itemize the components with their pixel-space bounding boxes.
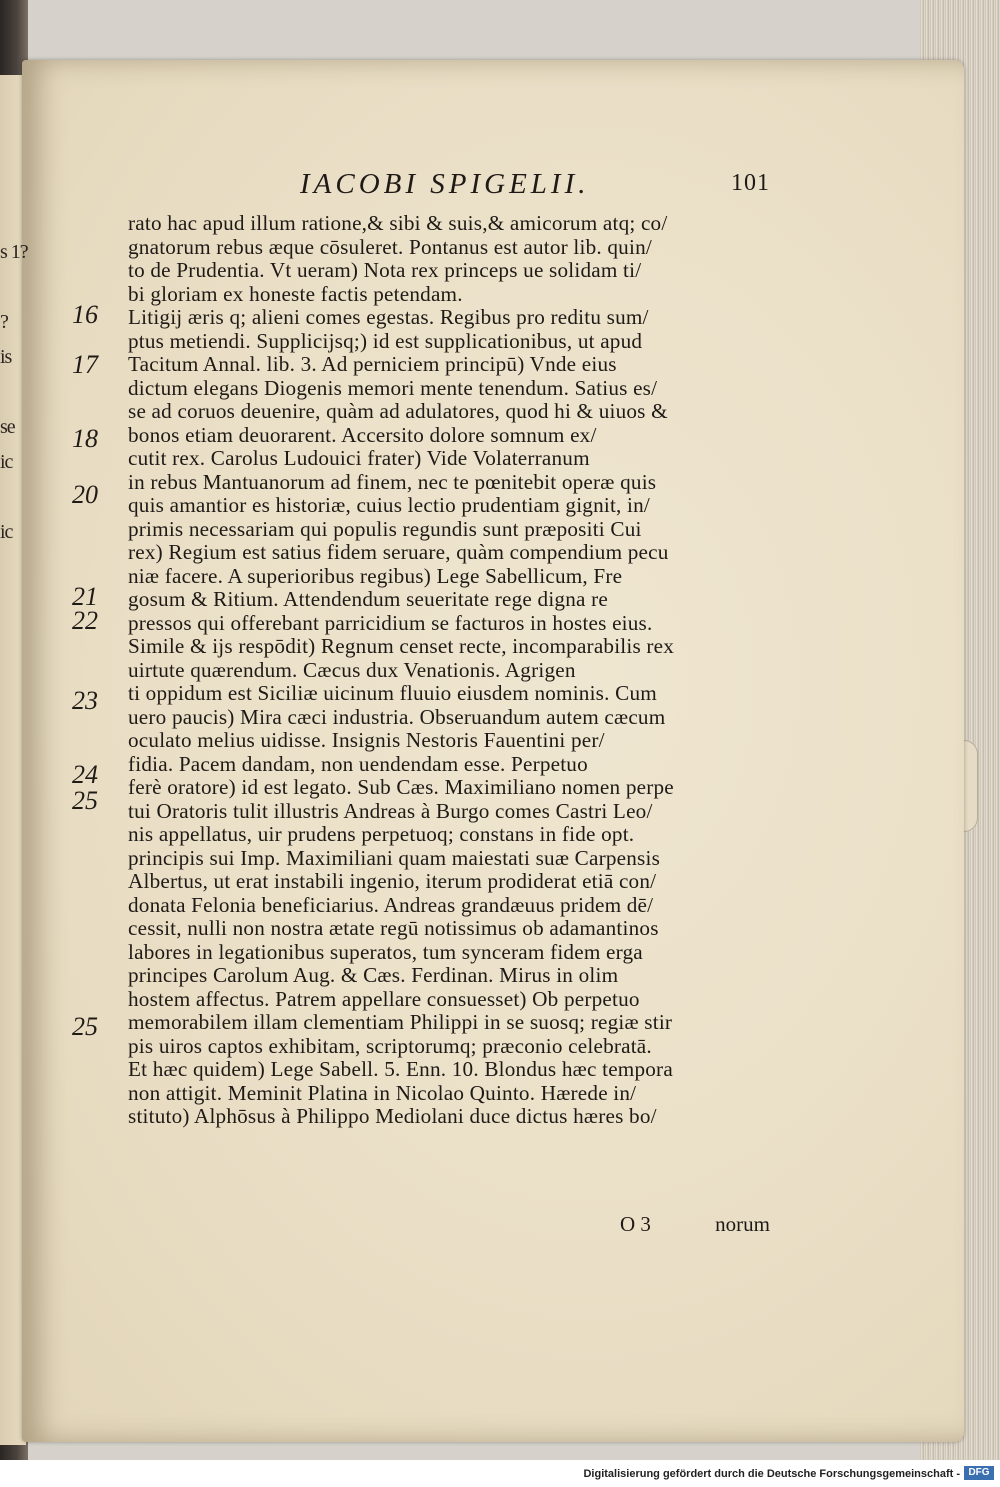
text-line: non attigit. Meminit Platina in Nicolao Quinto. Hærede in/ <box>128 1080 637 1105</box>
text-line: primis necessariam qui populis regundis sunt præpositi Cui <box>128 516 642 541</box>
text-line: stituto) Alphōsus à Philippo Mediolani duce dictus hæres bo/ <box>128 1104 657 1128</box>
signature-mark: O 3 <box>620 1212 651 1236</box>
text-line: Simile & ijs respōdit) Regnum censet recte, incomparabilis rex <box>128 634 675 658</box>
text-line: bonos etiam deuorarent. Accersito dolore somnum ex/ <box>128 422 597 447</box>
text-line: hostem affectus. Patrem appellare consuesset) Ob perpetuo <box>128 986 640 1011</box>
facing-page-fragment: ic <box>0 451 13 473</box>
facing-page-fragment: se <box>0 416 15 438</box>
running-header <box>300 168 770 208</box>
marginal-note-numbers <box>72 0 132 1300</box>
text-line: tui Oratoris tulit illustris Andreas à Burgo comes Castri Leo/ <box>128 798 653 823</box>
facing-page-fragment <box>0 795 30 830</box>
page-footer <box>620 1212 770 1242</box>
margin-number: 17 <box>72 350 98 379</box>
facing-page-fragment: ? <box>0 311 8 333</box>
facing-page-fragment <box>0 725 30 760</box>
text-line: pis uiros captos exhibitam, scriptorumq; præconio celebratā. <box>128 1033 652 1058</box>
margin-number: 22 <box>72 606 98 635</box>
facing-page-fragment <box>0 375 30 410</box>
text-line: uero paucis) Mira cæci industria. Obseruandum autem cæcum <box>128 704 666 729</box>
text-line: gosum & Ritium. Attendendum seueritate rege digna re <box>128 587 608 611</box>
facing-page-fragment: is <box>0 346 12 368</box>
text-line: in rebus Mantuanorum ad finem, nec te pœnitebit operæ quis <box>128 469 657 494</box>
text-line: donata Felonia beneficiarius. Andreas grandæuus pridem dē/ <box>128 892 654 917</box>
text-line: fidia. Pacem dandam, non uendendam esse. Perpetuo <box>128 751 588 776</box>
text-line: principes Carolum Aug. & Cæs. Ferdinan. Mirus in olim <box>128 963 619 987</box>
text-line: principis sui Imp. Maximiliani quam maiestati suæ Carpensis <box>128 845 661 870</box>
catchword: norum <box>715 1212 770 1236</box>
text-line: Tacitum Annal. lib. 3. Ad perniciem principū) Vnde eius <box>128 352 617 376</box>
facing-page-fragment <box>0 760 30 795</box>
margin-number: 20 <box>72 480 98 509</box>
text-line: gnatorum rebus æque cōsuleret. Pontanus est autor lib. quin/ <box>128 234 652 259</box>
text-line: labores in legationibus superatos, tum synceram fidem erga <box>128 939 643 964</box>
text-line: dictum elegans Diogenis memori mente tenendum. Satius es/ <box>128 375 658 400</box>
facing-page-fragment <box>0 830 30 865</box>
text-line: pressos qui offerebant parricidium se facturos in hostes eius. <box>128 610 653 635</box>
text-line: to de Prudentia. Vt ueram) Nota rex princeps ue solidam ti/ <box>128 258 642 282</box>
text-line: memorabilem illam clementiam Philippi in se suosq; regiæ stir <box>128 1010 673 1034</box>
text-line: bi gloriam ex honeste factis petendam. <box>128 281 463 306</box>
facing-page-fragment <box>0 655 30 690</box>
attribution-text: Digitalisierung gefördert durch die Deutsche Forschungsgemeinschaft - <box>583 1468 960 1480</box>
facing-page-fragment <box>0 480 30 515</box>
margin-number: 25 <box>72 786 98 815</box>
facing-page-fragment: ic <box>0 521 13 543</box>
margin-number: 18 <box>72 424 98 453</box>
text-line: Albertus, ut erat instabili ingenio, iterum prodiderat etiā con/ <box>128 869 657 893</box>
text-line: se ad coruos deuenire, quàm ad adulatores, quod hi & uiuos & <box>128 399 668 423</box>
text-line: Et hæc quidem) Lege Sabell. 5. Enn. 10. Blondus hæc tempora <box>128 1057 673 1081</box>
margin-number: 23 <box>72 686 98 715</box>
text-line: niæ facere. A superioribus regibus) Lege Sabellicum, Fre <box>128 563 623 588</box>
facing-page-fragment <box>0 865 30 900</box>
facing-page-fragment <box>0 270 30 305</box>
text-line: quis amantior es historiæ, cuius lectio prudentiam gignit, in/ <box>128 493 651 517</box>
facing-page-fragment <box>0 585 30 620</box>
attribution-bar <box>0 1460 1000 1487</box>
margin-number: 16 <box>72 300 98 329</box>
page-number: 101 <box>731 170 770 196</box>
margin-number: 21 <box>72 582 98 611</box>
running-title: IACOBI SPIGELII. <box>300 168 590 200</box>
text-line: cessit, nulli non nostra ætate regū notissimus ob adamantinos <box>128 916 659 940</box>
facing-page-fragment <box>0 620 30 655</box>
text-line: Litigij æris q; alieni comes egestas. Regibus pro reditu sum/ <box>128 305 649 329</box>
facing-page-fragment <box>0 550 30 585</box>
facing-page-fragment: s 1? <box>0 241 28 263</box>
body-text-block <box>128 212 778 1262</box>
text-line: ti oppidum est Siciliæ uicinum fluuio eiusdem nominis. Cum <box>128 681 657 705</box>
text-line: ptus metiendi. Supplicijsq;) id est supplicationibus, ut apud <box>128 328 643 353</box>
facing-page-fragments <box>0 235 30 935</box>
text-line: rato hac apud illum ratione,& sibi & suis,& amicorum atq; co/ <box>128 211 668 235</box>
text-line: uirtute quærendum. Cæcus dux Venationis. Agrigen <box>128 657 576 682</box>
text-line: nis appellatus, uir prudens perpetuoq; constans in fide opt. <box>128 822 635 846</box>
text-line: ferè oratore) id est legato. Sub Cæs. Maximiliano nomen perpe <box>128 775 674 799</box>
text-line: oculato melius uidisse. Insignis Nestoris Fauentini per/ <box>128 728 605 752</box>
facing-page-fragment <box>0 690 30 725</box>
margin-number: 25 <box>72 1012 98 1041</box>
margin-number: 24 <box>72 760 98 789</box>
text-line: rex) Regium est satius fidem seruare, quàm compendium pecu <box>128 540 669 564</box>
text-line: cutit rex. Carolus Ludouici frater) Vide Volaterranum <box>128 446 590 470</box>
dfg-logo-icon: DFG <box>964 1466 994 1480</box>
